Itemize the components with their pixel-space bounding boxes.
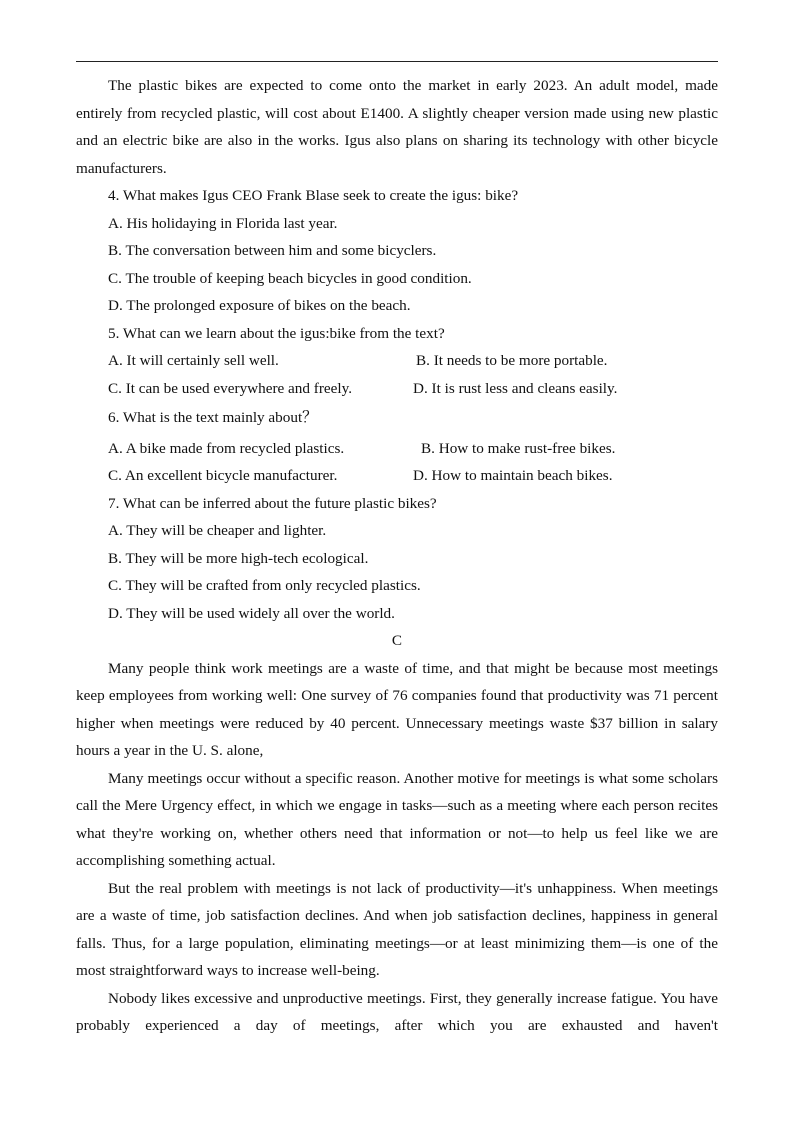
question-5-options-row-1 xyxy=(76,347,718,375)
question-5-option-d: D. It is rust less and cleans easily. xyxy=(413,379,618,397)
question-4-option-d: D. The prolonged exposure of bikes on the beach. xyxy=(108,297,411,314)
question-4 xyxy=(76,182,718,320)
header-rule xyxy=(76,61,718,62)
passage-c-heading: C xyxy=(391,632,403,649)
question-6-options-row-2 xyxy=(76,462,718,490)
question-6 xyxy=(76,404,718,490)
question-5-option-b: B. It needs to be more portable. xyxy=(416,352,608,369)
question-7 xyxy=(76,490,718,628)
question-7-option-b: B. They will be more high-tech ecological. xyxy=(108,549,369,567)
question-5-option-a: A. It will certainly sell well. xyxy=(108,352,279,369)
question-4-option-b: B. The conversation between him and some bicyclers. xyxy=(108,242,437,259)
question-6-stem: 6. What is the text mainly about？ xyxy=(108,409,318,426)
question-7-stem: 7. What can be inferred about the future plastic bikes? xyxy=(108,494,437,512)
question-4-option-c: C. The trouble of keeping beach bicycles in good condition. xyxy=(108,269,472,287)
passage-c-paragraph-4: Nobody likes excessive and unproductive meetings. First, they generally increase fatigue. You have probably experienced a day of meetings, after which you are exhausted and haven't xyxy=(76,989,718,1034)
passage-c-paragraph-3: But the real problem with meetings is not lack of productivity—it's unhappiness. When meetings are a waste of time, job satisfaction declines. And when job satisfaction declines, happiness in general falls. Thus, for a large population, eliminating meetings—or at least minimizing them—is one of the most straightforward ways to increase well-being. xyxy=(76,879,718,979)
passage-b-closing-paragraph: The plastic bikes are expected to come onto the market in early 2023. An adult model, made entirely from recycled plastic, will cost about E1400. A slightly cheaper version made using new plastic and an electric bike are also in the works. Igus also plans on sharing its technology with other bicycle manufacturers. xyxy=(76,77,718,177)
question-7-option-d: D. They will be used widely all over the world. xyxy=(108,604,395,622)
question-7-option-c: C. They will be crafted from only recycled plastics. xyxy=(108,577,421,594)
passage-c-paragraph-2: Many meetings occur without a specific reason. Another motive for meetings is what some scholars call the Mere Urgency effect, in which we engage in tasks—such as a meeting where each person recites what they're working on, whether others need that information or not—to help us feel like we are accomplishing something actual. xyxy=(76,769,718,869)
question-6-options-row-1 xyxy=(76,435,718,463)
question-6-option-b: B. How to make rust-free bikes. xyxy=(421,439,616,457)
question-5-stem: 5. What can we learn about the igus:bike from the text? xyxy=(108,324,445,342)
page-body xyxy=(76,72,718,1040)
question-6-option-a: A. A bike made from recycled plastics. xyxy=(108,439,345,457)
question-5 xyxy=(76,320,718,403)
question-4-stem: 4. What makes Igus CEO Frank Blase seek to create the igus: bike? xyxy=(108,187,519,204)
question-6-option-c: C. An excellent bicycle manufacturer. xyxy=(108,467,338,484)
question-7-option-a: A. They will be cheaper and lighter. xyxy=(108,522,327,539)
question-5-options-row-2 xyxy=(76,375,718,403)
question-6-option-d: D. How to maintain beach bikes. xyxy=(413,467,613,484)
question-4-option-a: A. His holidaying in Florida last year. xyxy=(108,214,338,232)
passage-c-paragraph-1: Many people think work meetings are a waste of time, and that might be because most meetings keep employees from working well: One survey of 76 companies found that productivity was 71 percent higher when meetings were reduced by 40 percent. Unnecessary meetings waste $37 billion in salary hours a year in the U. S. alone, xyxy=(76,659,718,759)
question-5-option-c: C. It can be used everywhere and freely. xyxy=(108,379,353,397)
